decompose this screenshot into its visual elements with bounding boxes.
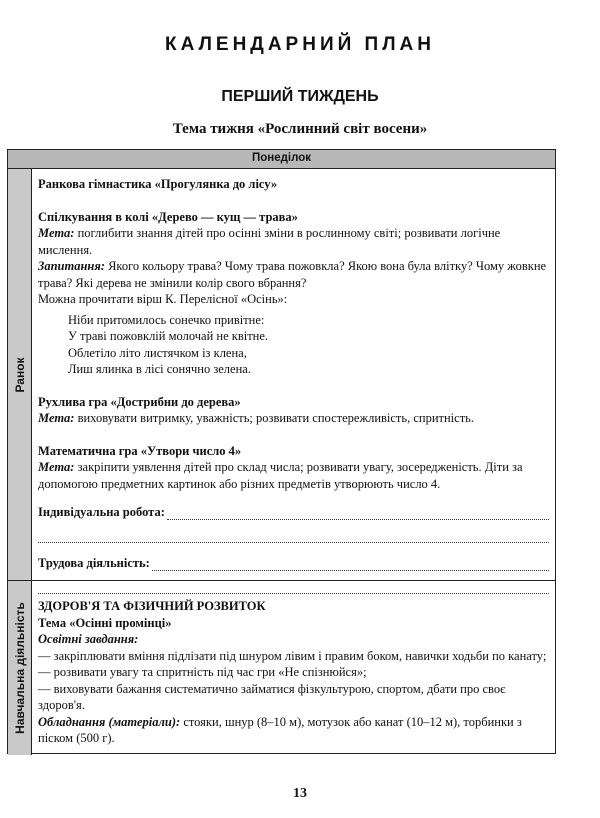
gymnastics-title: Ранкова гімнастика «Прогулянка до лісу»: [38, 177, 278, 191]
plan-table: [7, 149, 556, 754]
page-title: КАЛЕНДАРНИЙ ПЛАН: [165, 34, 435, 55]
circle-questions: [38, 258, 549, 291]
poem: [68, 312, 549, 378]
poem-line: У траві пожовклій молочай не квітне.: [68, 329, 269, 343]
individual-work-field: [38, 502, 549, 520]
questions-text: Якого кольору трава? Чому трава пожовкла? Якою вона була влітку? Чому жовкне трава? Які дерева не змінили колір свого вбрання?: [38, 259, 547, 290]
circle-goal-text: поглибити знання дітей про осінні зміни в рослинному світі; розвивати логічне мислення.: [38, 226, 501, 257]
study-content: [38, 598, 549, 747]
morning-section-label: [8, 169, 32, 580]
game-goal-text: виховувати витримку, уважність; розвивати спостережливість, спритність.: [74, 411, 474, 425]
goal-label: Мета:: [38, 226, 75, 240]
morning-label-text: Ранок: [12, 356, 27, 393]
dotted-line: [152, 557, 549, 571]
labor-field: [38, 553, 549, 571]
dotted-line: [38, 520, 549, 543]
page-number: 13: [293, 786, 307, 801]
day-header: Понеділок: [8, 150, 555, 169]
equipment-label: Обладнання (матеріали):: [38, 714, 181, 729]
task-item: — закріплювати вміння підлізати під шнуром лівим і правим боком, навички ходьби по канату;: [38, 648, 547, 663]
game-goal: [38, 410, 549, 427]
task-item: — виховувати бажання систематично займатися фізкультурою, спортом, дбати про своє здоров'я.: [38, 681, 506, 712]
math-goal-text: закріпити уявлення дітей про склад числа; розвивати увагу, зосередженість. Діти за допомогою предметних картинок або різних предметів утворюють число 4.: [38, 460, 523, 491]
study-label-text: Навчальна діяльність: [12, 602, 27, 734]
theme-prefix: Тема тижня: [172, 121, 258, 137]
theme-name: «Рослинний світ восени»: [257, 121, 428, 137]
poem-line: Ніби притомилось сонечко привітне:: [68, 312, 265, 327]
individual-work-label: Індивідуальна робота:: [38, 504, 165, 519]
game-title: Рухлива гра «Дострибни до дерева»: [38, 394, 241, 409]
goal-label: Мета:: [38, 411, 75, 425]
dotted-line: [167, 506, 549, 520]
poem-intro: Можна прочитати вірш К. Перелісної «Осінь»:: [38, 292, 288, 306]
week-title: ПЕРШИЙ ТИЖДЕНЬ: [221, 88, 379, 105]
math-title: Математична гра «Утвори число 4»: [38, 443, 242, 458]
study-topic: Тема «Осінні промінці»: [38, 615, 172, 630]
poem-line: Лиш ялинка в лісі сонячно зелена.: [68, 362, 251, 376]
poem-line: Облетіло літо листячком із клена,: [68, 345, 247, 360]
questions-label: Запитання:: [38, 259, 105, 273]
week-theme: [0, 121, 600, 138]
circle-goal: [38, 225, 549, 258]
morning-content: [38, 176, 549, 594]
labor-label: Трудова діяльність:: [38, 555, 150, 570]
dotted-line: [38, 571, 549, 594]
circle-title: Спілкування в колі «Дерево — кущ — трава»: [38, 209, 298, 224]
task-item: — розвивати увагу та спритність під час гри «Не спізнюйся»;: [38, 665, 367, 679]
equipment: [38, 714, 549, 747]
goal-label: Мета:: [38, 460, 75, 474]
study-section-title: ЗДОРОВ'Я ТА ФІЗИЧНИЙ РОЗВИТОК: [38, 599, 266, 613]
equipment-text: стояки, шнур (8–10 м), мотузок або канат (10–12 м), торбинки з піском (500 г).: [38, 714, 522, 745]
math-goal: [38, 459, 549, 492]
tasks-label: Освітні завдання:: [38, 632, 139, 646]
study-section-label: [8, 580, 32, 755]
